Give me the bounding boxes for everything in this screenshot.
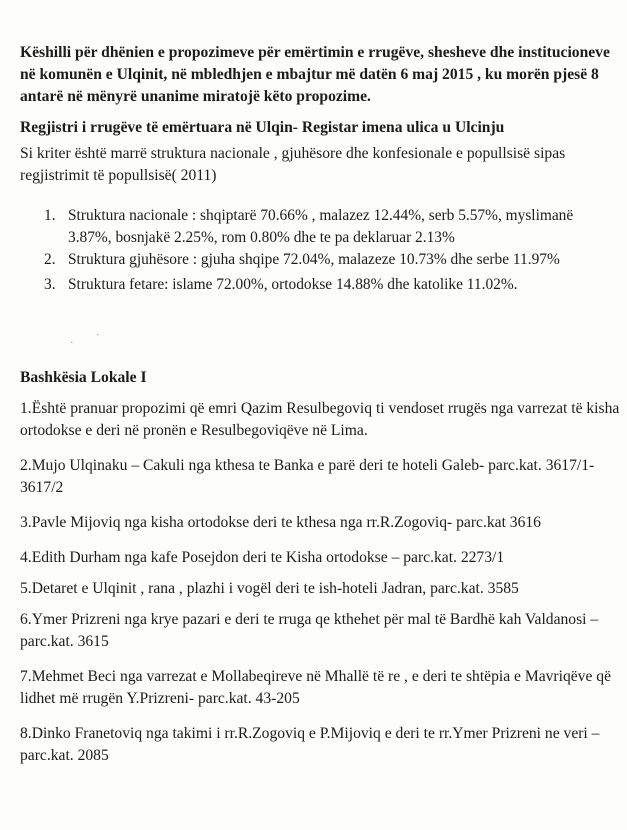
council-decision-intro: Këshilli për dhënien e propozimeve për emërtimin e rrugëve, shesheve dhe institucioneve në komunën e Ulqinit, në mbledhjen e mbajtur më datën 6 maj 2015 , ku morën pjesë 8 antarë në mënyrë unanime miratojë këto propozime. — [20, 44, 610, 105]
scan-speck: · — [70, 338, 74, 349]
scan-speck: · — [96, 330, 100, 341]
list-item: 7.Mehmet Beci nga varrezat e Mollabeqireve në Mhallë të re , e deri te shtëpia e Mavriqëve që lidhet më rrugën Y.Prizreni- parc.kat. 43-205 — [20, 668, 612, 707]
structure-number: 3. — [44, 276, 56, 293]
structure-item-national — [44, 205, 614, 249]
structure-item-language — [44, 249, 614, 271]
population-structure-list — [44, 205, 614, 296]
criteria-paragraph: Si kriter është marrë struktura nacionale , gjuhësore dhe konfesionale e popullsisë sipas regjistrimit të popullsisë( 2011) — [20, 145, 566, 184]
list-item: 5.Detaret e Ulqinit , rana , plazhi i vogël deri te ish-hoteli Jadran, parc.kat. 3585 — [20, 580, 519, 597]
structure-number: 2. — [44, 251, 56, 268]
structure-number: 1. — [44, 207, 56, 224]
section-title: Bashkësia Lokale I — [20, 369, 147, 386]
list-item: 6.Ymer Prizreni nga krye pazari e deri te rruga qe kthehet për mal të Bardhë kah Valdanosi – parc.kat. 3615 — [20, 611, 599, 650]
structure-item-religion — [44, 274, 614, 296]
list-item: 8.Dinko Franetoviq nga takimi i rr.R.Zogoviq e P.Mijoviq e deri te rr.Ymer Prizreni ne veri – parc.kat. 2085 — [20, 725, 600, 764]
street-name-list — [20, 398, 620, 780]
structure-text: Struktura fetare: islame 72.00%, ortodokse 14.88% dhe katolike 11.02%. — [68, 276, 518, 293]
registry-title: Regjistri i rrugëve të emërtuara në Ulqin- Registar imena ulica u Ulcinju — [20, 119, 505, 136]
list-item: 2.Mujo Ulqinaku – Cakuli nga kthesa te Banka e parë deri te hoteli Galeb- parc.kat. 3617/1- 3617/2 — [20, 457, 595, 496]
structure-text: Struktura gjuhësore : gjuha shqipe 72.04%, malazeze 10.73% dhe serbe 11.97% — [68, 251, 560, 268]
list-item: 1.Është pranuar propozimi që emri Qazim Resulbegoviq ti vendoset rrugës nga varrezat të kisha ortodokse e deri në pronën e Resulbegoviqëve në Lima. — [20, 400, 620, 439]
list-item: 4.Edith Durham nga kafe Posejdon deri te Kisha ortodokse – parc.kat. 2273/1 — [20, 549, 505, 566]
structure-text: Struktura nacionale : shqiptarë 70.66% , malazez 12.44%, serb 5.57%, myslimanë 3.87%, bosnjakë 2.25%, rom 0.80% dhe te pa deklaruar 2.13% — [68, 207, 574, 246]
list-item: 3.Pavle Mijoviq nga kisha ortodokse deri te kthesa nga rr.R.Zogoviq- parc.kat 3616 — [20, 514, 541, 531]
